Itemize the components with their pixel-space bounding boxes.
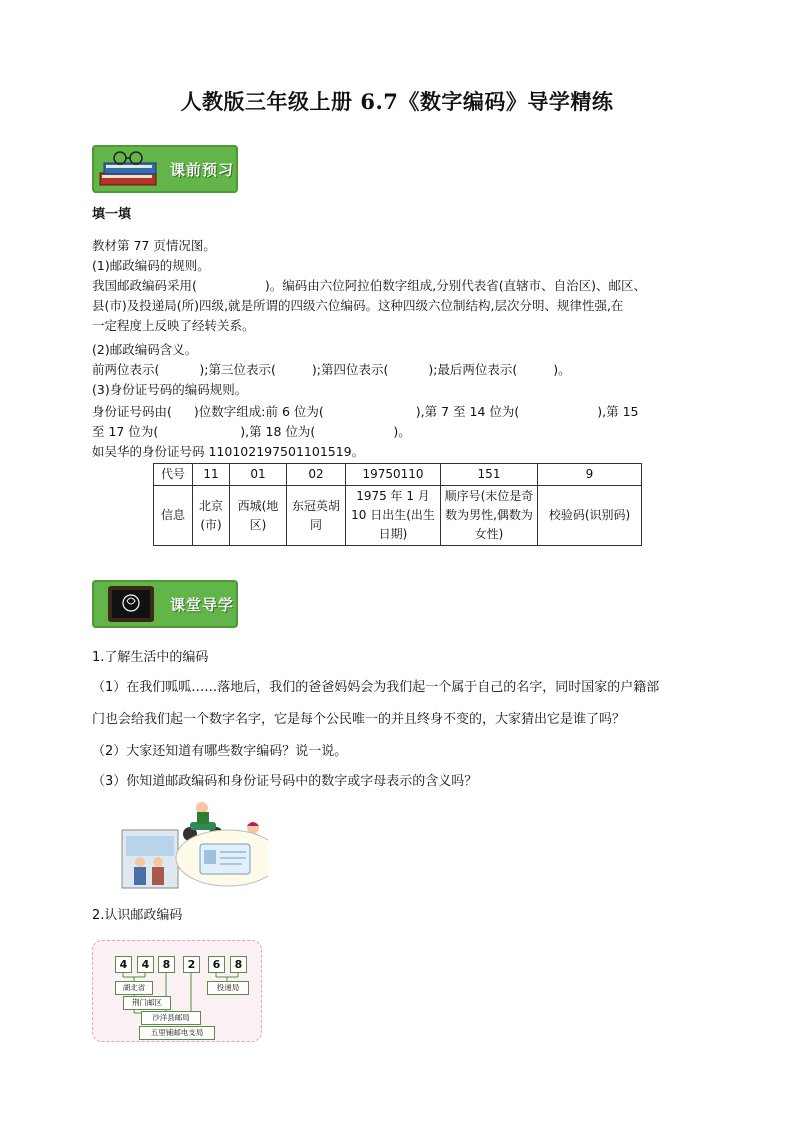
postal-label: 荆门邮区 [123, 996, 171, 1010]
item-heading: 2.认识邮政编码 [92, 908, 183, 923]
page-title: 人教版三年级上册 6.7《数字编码》导学精练 [180, 89, 614, 114]
question-line: （1）在我们呱呱……落地后，我们的爸爸妈妈会为我们起一个属于自己的名字，同时国家的户籍部 [92, 680, 660, 695]
id-number-table [153, 463, 642, 546]
table-cell: 东冠英胡同 [287, 486, 346, 546]
table-cell: 1975 年 1 月 10 日出生(出生日期) [346, 486, 441, 546]
table-cell: 校验码(识别码) [538, 486, 642, 546]
text-line: 县(市)及投递局(所)四级,就是所谓的四级六位编码。这种四级六位制结构,层次分明、规律性强,在 [92, 298, 624, 313]
table-cell: 151 [441, 464, 538, 486]
table-cell: 19750110 [346, 464, 441, 486]
text-line: 一定程度上反映了经转关系。 [92, 318, 255, 333]
preview-badge [92, 145, 238, 193]
table-cell: 02 [287, 464, 346, 486]
section-heading: 填一填 [92, 207, 132, 222]
text-line: 身份证号码由( )位数字组成:前 6 位为( ),第 7 至 14 位为( ),第 15 [92, 404, 639, 419]
text-line: 如吴华的身份证号码 110102197501101519。 [92, 444, 365, 459]
postal-digit: 4 [137, 956, 154, 973]
table-row [154, 486, 642, 546]
table-cell: 9 [538, 464, 642, 486]
question-line: （3）你知道邮政编码和身份证号码中的数字或字母表示的含义吗？ [92, 774, 478, 789]
postal-digit: 4 [115, 956, 132, 973]
text-line: 教材第 77 页情况图。 [92, 238, 216, 253]
text-line: 至 17 位为( ),第 18 位为( )。 [92, 424, 411, 439]
table-cell: 北京(市) [193, 486, 230, 546]
table-cell: 11 [193, 464, 230, 486]
postal-label: 湖北省 [115, 981, 153, 995]
books-with-glasses-icon [96, 147, 166, 191]
table-cell: 信息 [154, 486, 193, 546]
classroom-badge [92, 580, 238, 628]
table-cell: 代号 [154, 464, 193, 486]
postal-digit: 2 [183, 956, 200, 973]
text-line: (3)身份证号码的编码规则。 [92, 382, 248, 397]
chalkboard-icon [96, 582, 166, 626]
table-cell: 顺序号(末位是奇数为男性,偶数为女性) [441, 486, 538, 546]
table-row [154, 464, 642, 486]
item-heading: 1.了解生活中的编码 [92, 650, 209, 665]
postal-label: 沙洋县邮局 [141, 1011, 201, 1025]
postal-label: 五里铺邮电支局 [139, 1026, 215, 1040]
table-cell: 01 [230, 464, 287, 486]
text-line: 我国邮政编码采用( )。编码由六位阿拉伯数字组成,分别代表省(直辖市、自治区)、邮区、 [92, 278, 646, 293]
preview-badge-label: 课前预习 [170, 161, 235, 179]
postal-label: 投递局 [207, 981, 249, 995]
postal-digit: 8 [230, 956, 247, 973]
text-line: 前两位表示( );第三位表示( );第四位表示( );最后两位表示( )。 [92, 362, 571, 377]
table-cell: 西城(地区) [230, 486, 287, 546]
text-line: (1)邮政编码的规则。 [92, 258, 210, 273]
classroom-badge-label: 课堂导学 [170, 596, 235, 614]
text-line: (2)邮政编码含义。 [92, 342, 198, 357]
postal-code-diagram [92, 940, 262, 1042]
question-line: （2）大家还知道有哪些数字编码？说一说。 [92, 744, 348, 759]
postal-digit: 8 [158, 956, 175, 973]
question-line: 门也会给我们起一个数字名字，它是每个公民唯一的并且终身不变的，大家猜出它是谁了吗？ [92, 712, 626, 727]
postal-digit: 6 [208, 956, 225, 973]
id-card-office-illustration [118, 800, 268, 892]
